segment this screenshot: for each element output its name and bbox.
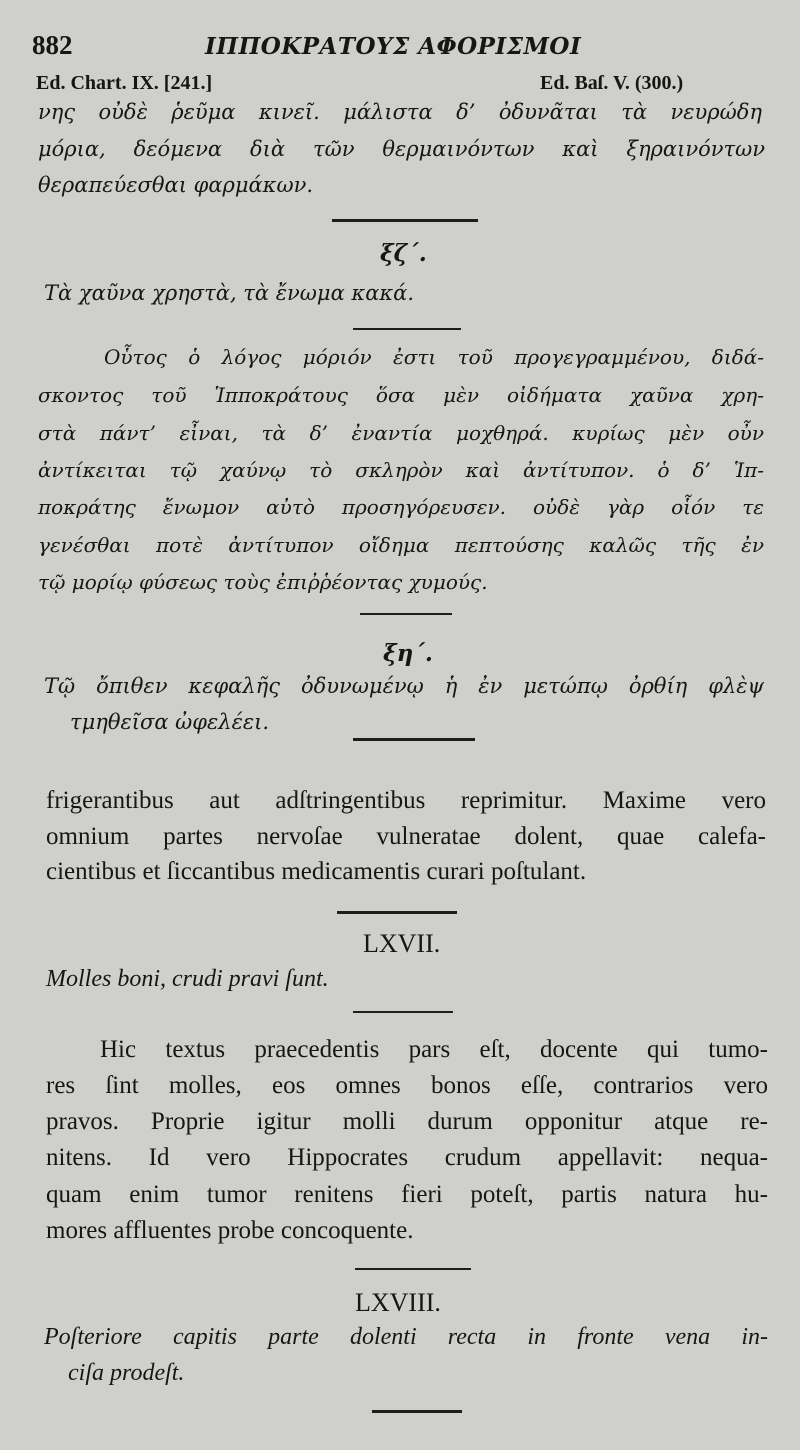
running-title: ΙΠΠΟΚΡΑΤΟΥΣ ΑΦΟΡΙΣΜΟΙ	[205, 33, 582, 60]
greek-commentary-line: στὰ πάντ’ εἶναι, τὰ δ’ ἐναντία μοχθηρά. κυρίως μὲν οὖν	[38, 421, 764, 445]
ed-chart-reference: Ed. Chart. IX. [241.]	[36, 72, 213, 94]
latin-section-number: LXVIII.	[355, 1288, 441, 1317]
latin-commentary-line: quam enim tumor renitens fieri poteſt, partis natura hu-	[46, 1181, 768, 1208]
latin-commentary-line: Hic textus praecedentis pars eſt, docente qui tumo-	[100, 1036, 768, 1063]
greek-commentary-line: τῷ μορίῳ φύσεως τοὺς ἐπιῤῥέοντας χυμούς.	[38, 570, 488, 594]
greek-line: μόρια, δεόμενα διὰ τῶν θερμαινόντων καὶ ξηραινόντων	[38, 137, 765, 161]
section-divider	[337, 911, 457, 914]
greek-commentary-line: γενέσθαι ποτὲ ἀντίτυπον οἴδημα πεπτούσης καλῶς τῆς ἐν	[38, 533, 764, 557]
section-divider	[360, 613, 452, 615]
section-divider	[353, 1011, 453, 1013]
ed-bas-reference: Ed. Baſ. V. (300.)	[540, 72, 684, 94]
greek-aphorism: τμηθεῖσα ὠφελέει.	[70, 710, 270, 734]
latin-line: omnium partes nervoſae vulneratae dolent, quae calefa-	[46, 823, 766, 850]
greek-commentary-line: ποκράτης ἔνωμον αὐτὸ προσηγόρευσεν. οὐδὲ γὰρ οἷόν τε	[38, 495, 764, 519]
latin-aphorism: Molles boni, crudi pravi ſunt.	[46, 966, 329, 992]
latin-line: frigerantibus aut adſtringentibus reprimitur. Maxime vero	[46, 787, 766, 814]
greek-aphorism: Τὰ χαῦνα χρηστὰ, τὰ ἔνωμα κακά.	[44, 281, 415, 305]
latin-section-number: LXVII.	[363, 929, 441, 958]
greek-commentary-line: ἀντίκειται τῷ χαύνῳ τὸ σκληρὸν καὶ ἀντίτυπον. ὁ δ’ Ἱπ-	[38, 458, 764, 482]
greek-section-number: ξη΄.	[383, 640, 433, 667]
greek-line: θεραπεύεσθαι φαρμάκων.	[38, 173, 314, 197]
greek-commentary-line: Οὗτος ὁ λόγος μόριόν ἐστι τοῦ προγεγραμμένου, διδά-	[104, 345, 764, 369]
section-divider	[372, 1410, 462, 1413]
greek-aphorism: Τῷ ὄπιθεν κεφαλῆς ὀδυνωμένῳ ἡ ἐν μετώπῳ ὀρθίη φλὲψ	[44, 674, 764, 698]
latin-aphorism: Poſteriore capitis parte dolenti recta in fronte vena in-	[44, 1324, 768, 1350]
section-divider	[353, 738, 475, 741]
latin-line: cientibus et ſiccantibus medicamentis curari poſtulant.	[46, 858, 587, 885]
latin-commentary-line: mores affluentes probe concoquente.	[46, 1217, 414, 1244]
greek-commentary-line: σκοντος τοῦ Ἱπποκράτους ὅσα μὲν οἰδήματα χαῦνα χρη-	[38, 383, 764, 407]
latin-commentary-line: nitens. Id vero Hippocrates crudum appellavit: nequa-	[46, 1144, 768, 1171]
greek-section-number: ξζ΄.	[380, 240, 427, 267]
latin-aphorism: ciſa prodeſt.	[68, 1360, 185, 1386]
section-divider	[353, 328, 461, 330]
section-divider	[332, 219, 478, 222]
latin-commentary-line: res ſint molles, eos omnes bonos eſſe, contrarios vero	[46, 1072, 768, 1099]
greek-line: νης οὐδὲ ῥεῦμα κινεῖ. μάλιστα δ’ ὀδυνᾶται τὰ νευρώδη	[38, 100, 762, 124]
latin-commentary-line: pravos. Proprie igitur molli durum opponitur atque re-	[46, 1108, 768, 1135]
section-divider	[355, 1268, 471, 1270]
page-number: 882	[32, 30, 73, 60]
